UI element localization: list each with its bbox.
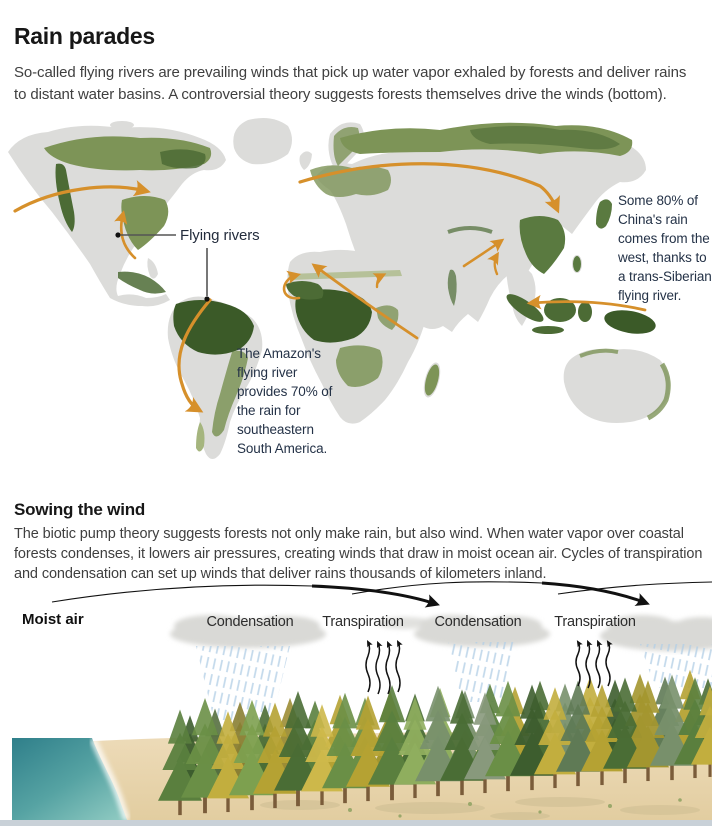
- china-annotation-line: flying river.: [618, 288, 682, 303]
- amazon-annotation: [237, 344, 341, 458]
- china-annotation: [618, 191, 712, 305]
- china-annotation-line: west, thanks to: [618, 250, 707, 265]
- world-map-svg: [0, 112, 712, 468]
- amazon-annotation-line: The Amazon's: [237, 346, 321, 361]
- flying-rivers-label: Flying rivers: [180, 227, 260, 244]
- amazon-annotation-line: flying river: [237, 365, 298, 380]
- bottom-strip: [0, 820, 712, 826]
- wind-arc-1-lead: [52, 585, 312, 602]
- amazon-annotation-line: South America.: [237, 441, 328, 456]
- transpiration-label-2: Transpiration: [554, 614, 636, 630]
- wind-section-paragraph: The biotic pump theory suggests forests not only make rain, but also wind. When water vapor over coastal forests condenses, it lowers air pressures, creating winds that draw in moist ocean air. Cycles of transpiration and condensation can set up winds that deliver rains thousands of kilometers inland.: [14, 525, 703, 582]
- china-annotation-line: Some 80% of: [618, 193, 698, 208]
- wind-section-title: Sowing the wind: [14, 500, 146, 520]
- china-annotation-line: a trans-Siberian: [618, 269, 712, 284]
- page-title: Rain parades: [14, 23, 155, 50]
- china-annotation-line: China's rain: [618, 212, 688, 227]
- biotic-pump-diagram: [0, 580, 712, 826]
- china-annotation-line: comes from the: [618, 231, 710, 246]
- intro-paragraph: So-called flying rivers are prevailing winds that pick up water vapor exhaled by forests and deliver rains to distant water basins. A controversial theory suggests forests themselves drive the winds (bottom).: [14, 64, 687, 104]
- transpiration-label-1: Transpiration: [322, 614, 404, 630]
- world-map-figure: [0, 112, 712, 468]
- condensation-label-2: Condensation: [434, 614, 522, 630]
- amazon-annotation-line: southeastern: [237, 422, 314, 437]
- condensation-label-1: Condensation: [206, 614, 294, 630]
- moist-air-label: Moist air: [22, 611, 84, 628]
- wind-arcs: [52, 582, 712, 604]
- amazon-annotation-line: the rain for: [237, 403, 301, 418]
- amazon-annotation-line: provides 70% of: [237, 384, 333, 399]
- wind-arc-1: [312, 586, 436, 604]
